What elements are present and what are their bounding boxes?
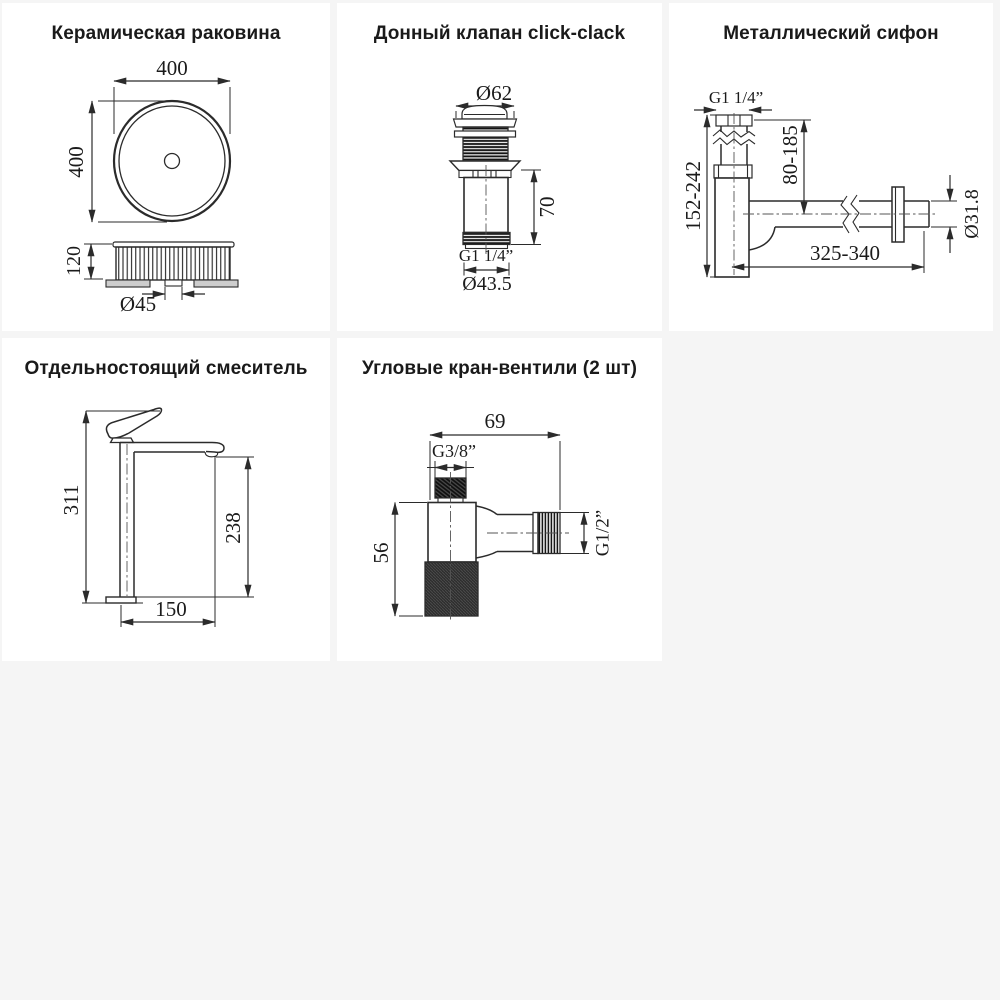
valve-washer [455, 131, 516, 137]
dim-siphon-height-range [681, 115, 716, 277]
dim-siphon-inlet-depth [754, 120, 811, 214]
valve-cap-flange [454, 119, 517, 127]
dim-label-g114-siphon: G1 1/4” [708, 88, 764, 107]
panel-title-siphon: Металлический сифон [723, 23, 939, 44]
dim-label-d62: Ø62 [475, 81, 513, 105]
dim-label-150: 150 [155, 597, 187, 621]
mixer-lever-handle [106, 408, 161, 438]
siphon-union-nut [714, 165, 752, 178]
angle-valve-body [425, 472, 569, 621]
siphon-technical-drawing [669, 3, 993, 331]
dim-label-d318: Ø31.8 [961, 189, 983, 239]
valve-outlet-bell [476, 506, 497, 515]
panel-siphon [669, 3, 993, 331]
dim-label-325-340: 325-340 [810, 241, 880, 265]
sink-top-view [114, 101, 230, 221]
panel-ceramic-sink [2, 3, 330, 331]
dim-mixer-spout-height [136, 457, 254, 597]
siphon-wall-flange [892, 187, 904, 242]
dim-label-311: 311 [59, 484, 83, 516]
sink-side-view [106, 242, 238, 287]
valve-seal-cone [450, 161, 520, 171]
mixer-spout [120, 443, 224, 453]
drain-valve-body [450, 106, 520, 256]
sink-drain-stub [165, 280, 182, 286]
dim-label-g114: G1 1/4” [458, 246, 514, 265]
drain-valve-technical-drawing [337, 3, 662, 331]
valve-cap-dome [462, 106, 507, 120]
dim-label-70: 70 [535, 196, 559, 218]
valve-lower-thread [463, 233, 510, 245]
siphon-elbow [749, 227, 775, 250]
dim-label-152-242: 152-242 [681, 161, 705, 231]
dim-label-56: 56 [369, 542, 393, 564]
dim-siphon-pipe-diameter [931, 175, 983, 253]
panel-title-mixer: Отдельностоящий смеситель [24, 358, 308, 379]
dim-label-d435: Ø43.5 [462, 273, 512, 295]
sink-foot-left [106, 280, 150, 287]
valve-knurled-handle [425, 562, 478, 616]
dim-label-d45: Ø45 [119, 292, 157, 316]
dim-angle-valve-height [369, 503, 427, 617]
dim-siphon-inlet-thread [694, 88, 772, 110]
dim-label-69: 69 [484, 409, 506, 433]
dim-label-400-left: 400 [64, 146, 88, 178]
panel-angle-valve [337, 338, 662, 661]
dim-label-g38: G3/8” [432, 441, 476, 461]
sink-foot-right [194, 280, 238, 287]
dim-label-238: 238 [221, 512, 245, 544]
dim-label-400-top: 400 [156, 56, 188, 80]
dim-label-g12: G1/2” [592, 509, 614, 557]
mixer-base [106, 597, 136, 603]
dim-label-120: 120 [63, 246, 85, 276]
panel-title-sink: Керамическая раковина [51, 23, 281, 44]
sink-technical-drawing [2, 3, 330, 331]
mixer-faucet [82, 408, 224, 603]
panel-mixer [2, 338, 330, 661]
dim-angle-valve-inlet-thread [427, 441, 476, 478]
dim-sink-drain-diameter [120, 287, 205, 316]
dim-mixer-total-height [59, 411, 160, 603]
panel-title-drain-valve: Донный клапан click-clack [373, 23, 626, 44]
dim-label-80-185: 80-185 [778, 125, 802, 185]
angle-valve-technical-drawing [337, 338, 662, 661]
sink-drain-hole [165, 154, 180, 169]
siphon-cup [715, 178, 749, 277]
panel-drain-valve [337, 3, 662, 331]
dim-valve-thread [459, 246, 513, 295]
panel-title-angle-valve: Угловые кран-вентили (2 шт) [361, 358, 638, 379]
dim-sink-side-height [63, 244, 112, 279]
dim-valve-height [511, 170, 559, 245]
mixer-technical-drawing [2, 338, 330, 661]
valve-housing [428, 503, 476, 563]
